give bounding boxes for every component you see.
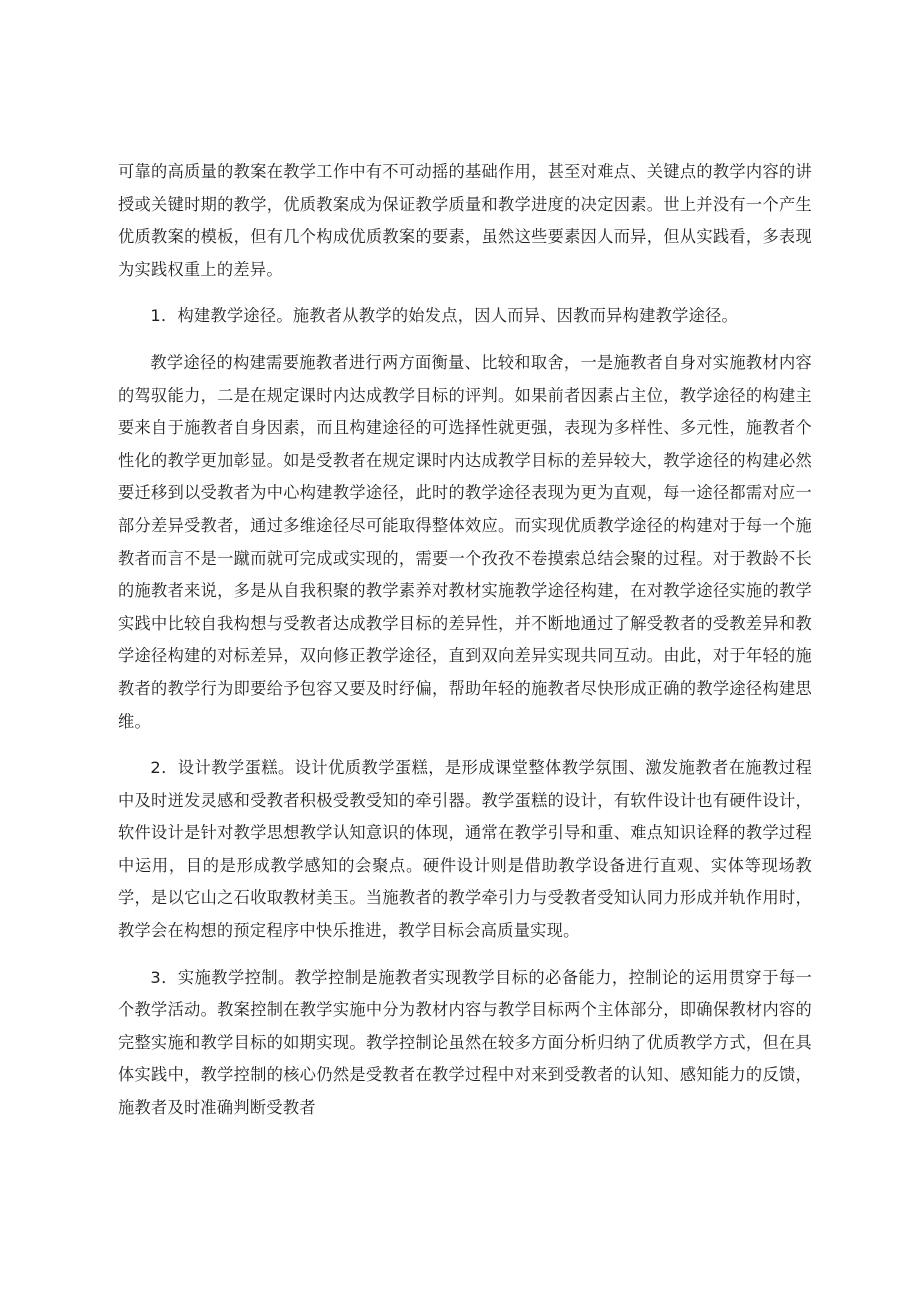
paragraph-intro: 可靠的高质量的教案在教学工作中有不可动摇的基础作用，甚至对难点、关键点的教学内容的讲授或关键时期的教学，优质教案成为保证教学质量和教学进度的决定因素。世上并没有一个产生优质教案的模板，但有几个构成优质教案的要素，虽然这些要素因人而异，但从实践看，多表现为实践权重上的差异。 <box>118 162 812 279</box>
paragraph-section-1-heading: 1．构建教学途径。施教者从教学的始发点，因人而异、因教而异构建教学途径。 <box>150 306 739 326</box>
paragraph-section-3: 3．实施教学控制。教学控制是施教者实现教学目标的必备能力，控制论的运用贯穿于每一个教学活动。教案控制在教学实施中分为教材内容与教学目标两个主体部分，即确保教材内容的完整实施和教学目标的如期实现。教学控制论虽然在较多方面分析归纳了优质教学方式，但在具体实践中，教学控制的核心仍然是受教者在教学过程中对来到受教者的认知、感知能力的反馈，施教者及时准确判断受教者 <box>118 967 812 1118</box>
document-body <box>118 156 812 1125</box>
paragraph-section-1-body: 教学途径的构建需要施教者进行两方面衡量、比较和取舍，一是施教者自身对实施教材内容的驾驭能力，二是在规定课时内达成教学目标的评判。如果前者因素占主位，教学途径的构建主要来自于施教者自身因素，而且构建途径的可选择性就更强，表现为多样性、多元性，施教者个性化的教学更加彰显。如是受教者在规定课时内达成教学目标的差异较大，教学途径的构建必然要迁移到以受教者为中心构建教学途径，此时的教学途径表现为更为直观，每一途径都需对应一部分差异受教者，通过多维途径尽可能取得整体效应。而实现优质教学途径的构建对于每一个施教者而言不是一蹴而就可完成或实现的，需要一个孜孜不卷摸索总结会聚的过程。对于教龄不长的施教者来说，多是从自我积聚的教学素养对教材实施教学途径构建，在对教学途径实施的教学实践中比较自我构想与受教者达成教学目标的差异性，并不断地通过了解受教者的受教差异和教学途径构建的对标差异，双向修正教学途径，直到双向差异实现共同互动。由此，对于年轻的施教者的教学行为即要给予包容又要及时纾偏，帮助年轻的施教者尽快形成正确的教学途径构建思维。 <box>118 352 812 731</box>
paragraph-section-2: 2．设计教学蛋糕。设计优质教学蛋糕，是形成课堂整体教学氛围、激发施教者在施教过程中及时迸发灵感和受教者积极受教受知的牵引器。教学蛋糕的设计，有软件设计也有硬件设计，软件设计是针对教学思想教学认知意识的体现，通常在教学引导和重、难点知识诠释的教学过程中运用，目的是形成教学感知的会聚点。硬件设计则是借助教学设备进行直观、实体等现场教学，是以它山之石收取教材美玉。当施教者的教学牵引力与受教者受知认同力形成并轨作用时，教学会在构想的预定程序中快乐推进，教学目标会高质量实现。 <box>118 758 812 941</box>
